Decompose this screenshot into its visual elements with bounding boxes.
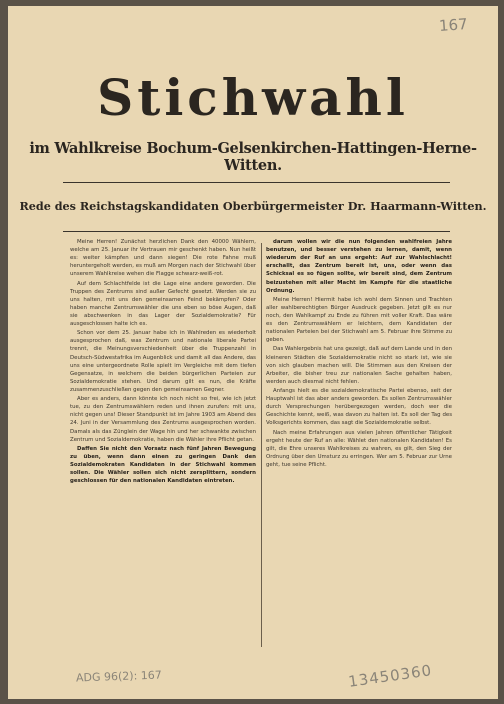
page-title: Stichwahl [97,68,409,127]
right-column [266,238,452,654]
paragraph: Meine Herren! Hiermit habe ich wohl dem Sinnen und Trachten aller wahlberechtigten Bürger Ausdruck gegeben. Jetzt gilt es nur noch, den Wahlkampf zu Ende zu führen mit voller Kraft. Das wäre es den Zentrumswählern er leichtern, dem Kandidaten der nationalen Parteien bei der Stichwahl am 5. Februar ihre Stimme zu geben. [266,296,452,344]
paragraph: Nach meine Erfahrungen aus vielen Jahren öffentlicher Tätigkeit ergeht heute der Ruf an alle: Wählet den nationalen Kandidaten! Es gilt, die Ehre unseres Wahlkreises zu wahren, es gilt, den Sieg der Ordnung über den Umsturz zu erringen. Wer am 5. Februar zur Urne geht, tue seine Pflicht. [266,429,452,468]
paragraph: Das Wahlergebnis hat uns gezeigt, daß auf dem Lande und in den kleineren Städten die Sozialdemokratie nicht so stark ist, wie sie von sich glauben machen will. Die Stimmen aus den Kreisen der Arbeiter, die bisher treu zur nationalen Sache gehalten haben, werden auch diesmal nicht fehlen. [266,346,452,385]
paragraph: darum wollen wir die nun folgenden wahlfreien Jahre benutzen, und besser verstehen zu lernen, damit, wenn wiederum der Ruf an uns ergeht: Auf zur Wahlschlacht! erschallt, das Zentrum bereit ist, uns, oder wenn das Schicksal es so fügen sollte, wir bereit sind, dem Zentrum beizustehen mit aller Macht im Kampfe für die staatliche Ordnung. [266,239,452,294]
left-column [70,238,256,654]
pencil-archive-signature: ADG 96(2): 167 [75,668,162,685]
page-subtitle: im Wahlkreise Bochum-Gelsenkirchen-Hattingen-Herne-Witten. [29,140,477,174]
top-rule [63,182,450,183]
speech-title: Rede des Reichstagskandidaten Oberbürgermeister Dr. Haarmann-Witten. [19,199,487,213]
document-page [8,6,498,699]
paragraph: Auf dem Schlachtfelde ist die Lage eine andere geworden. Die Truppen des Zentrums sind außer Gefecht gesetzt. Werden sie zu uns halten, mit uns den gemeinsamen Feind bekämpfen? Oder haben manche Zentrumswähler die uns eben so böse Augen, daß sie abschwenken in das Lager der Sozialdemokratie? Für ausgeschlossen halte ich es. [70,280,256,328]
paragraph: Aber es anders, dann könnte ich noch nicht so frei, wie ich jetzt tue, zu den Zentrumswählern reden und ihnen zurufen: mit uns, nicht gegen uns! Dieser Standpunkt ist im Jahre 1903 am Abend des 24. Juni in der Versammlung des Zentrums ausgesprochen worden. Damals als das Zünglein der Wage hin und her schwankte zwischen Zentrum und Sozialdemokratie, haben die Wähler ihre Pflicht getan. [70,396,256,443]
paragraph: Anfangs hielt es die sozialdemokratische Partei ebenso, seit der Hauptwahl ist das aber anders geworden. Es sollen Zentrumswähler durch Versprechungen herübergezogen werden, doch wer die Geschichte kennt, weiß, was davon zu halten ist. Es soll der Tag des Volksgerichts kommen, das sagt die Sozialdemokratie selbst. [266,387,452,427]
paragraph: Schon vor dem 25. Januar habe ich in Wahlreden es wiederholt ausgesprochen daß, was Zentrum und nationale liberale Partei trennt, die Meinungsverschiedenheit über die Truppenzahl in Deutsch-Südwestafrika im Augenblick und damit all das Andere, das uns eine untergeordnete Rolle spielt im Vergleiche mit dem tiefen Gegensatze, in welchem die beiden bürgerlichen Parteien zur Sozialdemokratie stehen. Und darum gilt es nun, die Kräfte zusammenzuschließen gegen den gemeinsamen Gegner. [70,330,256,393]
pencil-inventory-number: 13450360 [346,661,433,691]
pencil-page-number: 167 [438,15,469,35]
paragraph: Meine Herren! Zunächst herzlichen Dank den 40000 Wählern, welche am 25. Januar ihr Vertrauen mir geschenkt haben. Nun heißt es: weiter kämpfen und dann siegen! Die rote Fahne muß heruntergeholt werden, es muß am Morgen nach der Stichwahl über unserem Wahlkreise wehen die Flagge schwarz-weiß-rot. [70,239,256,278]
paragraph: Daffen Sie nicht den Vorsatz nach fünf Jahren Bewegung zu üben, wenn dann einen zu geringen Dank den Sozialdemokraten Kandidaten in der Stichwahl kommen sollen. Die Wähler sollen sich nicht zersplittern, sondern geschlossen für den nationalen Kandidaten eintreten. [70,445,256,485]
text-columns [70,238,452,654]
bottom-rule [63,231,450,232]
